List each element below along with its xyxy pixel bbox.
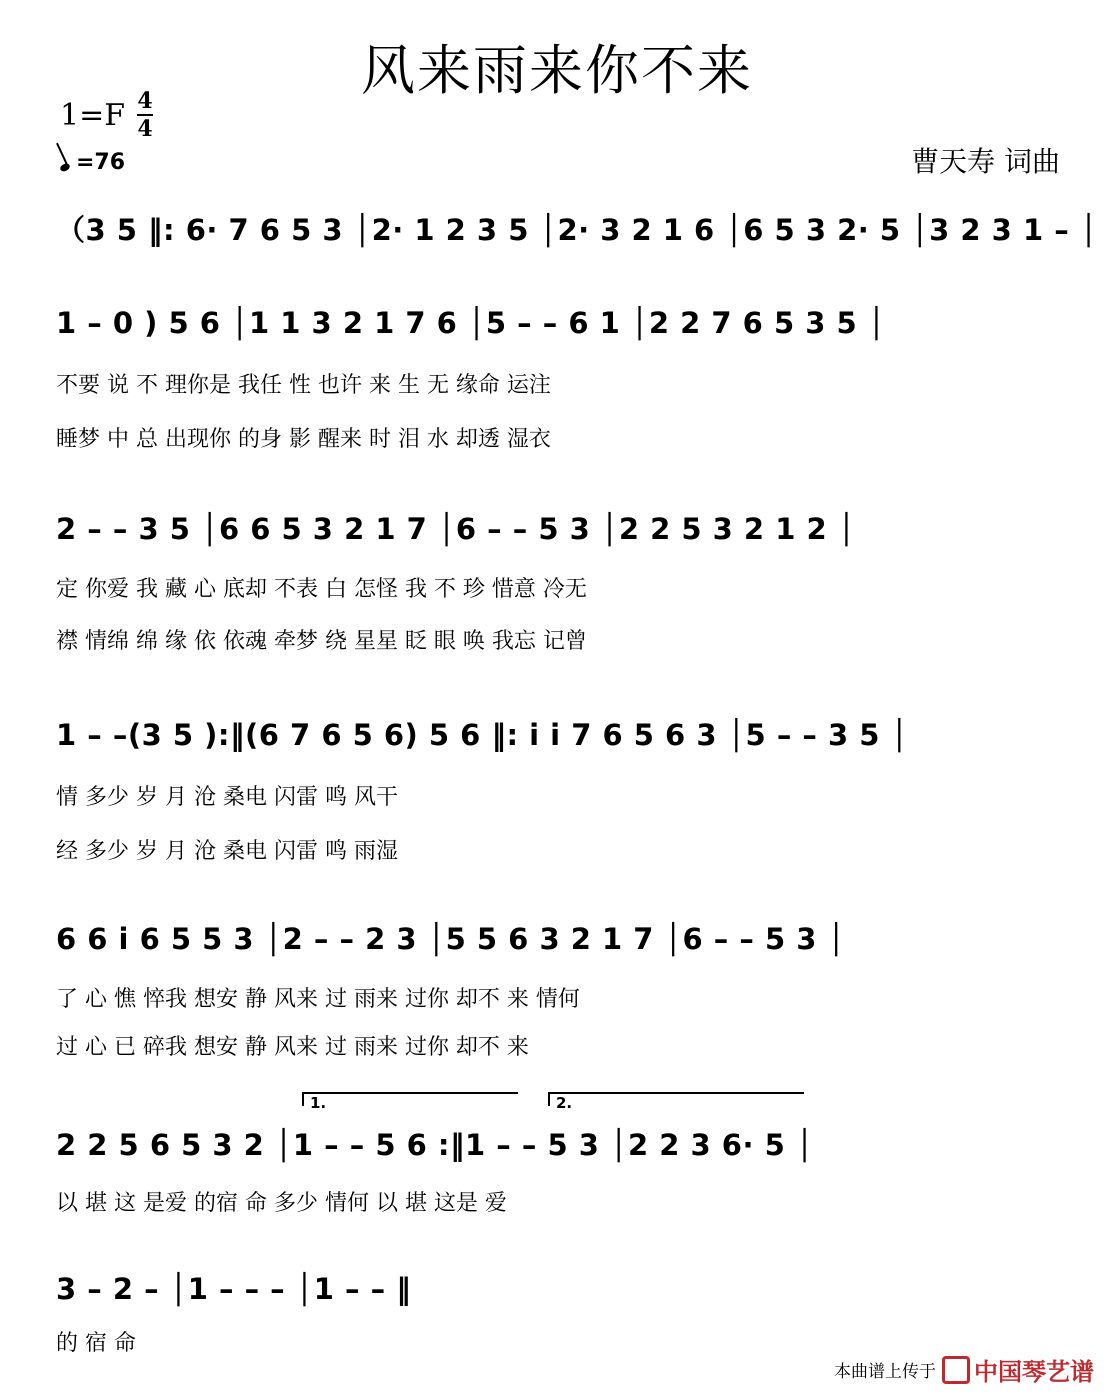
- lyric-line: 经 多少 岁 月 沧 桑电 闪雷 鸣 雨湿: [56, 839, 398, 864]
- logo-icon: [942, 1356, 970, 1384]
- first-ending-label: 1.: [310, 1094, 327, 1112]
- time-signature-bottom: 4: [137, 116, 153, 142]
- lyric-line: 情 多少 岁 月 沧 桑电 闪雷 鸣 风干: [56, 785, 398, 810]
- footer-text: 本曲谱上传于: [834, 1362, 936, 1382]
- time-signature-top: 4: [137, 88, 153, 114]
- notation-row: （3 5 ‖: 6· 7 6 5 3 │2· 1 2 3 5 │2· 3 2 1 6 │6 5 3 2· 5 │3 2 3 1 – │: [56, 213, 1098, 247]
- footer: [834, 1352, 1094, 1387]
- key-signature: 1=F: [60, 98, 126, 133]
- notation-row: 2 2 5 6 5 3 2 │1 – – 5 6 :‖1 – – 5 3 │2 2 3 6· 5 │: [56, 1128, 814, 1162]
- site-logo: [942, 1352, 1094, 1387]
- quarter-note-icon: [59, 162, 71, 173]
- notation-row: 6 6 i 6 5 5 3 │2 – – 2 3 │5 5 6 3 2 1 7 │6 – – 5 3 │: [56, 922, 846, 956]
- credit: 曹天寿 词曲: [911, 145, 1060, 178]
- page-title: 风来雨来你不来: [361, 39, 753, 102]
- site-logo-text: 中国琴艺谱: [974, 1357, 1094, 1386]
- second-ending-bracket: [548, 1092, 804, 1112]
- lyric-line: 过 心 已 碎我 想安 静 风来 过 雨来 过你 却不 来: [56, 1035, 529, 1060]
- notation-row: 2 – – 3 5 │6 6 5 3 2 1 7 │6 – – 5 3 │2 2 5 3 2 1 2 │: [56, 512, 856, 546]
- lyric-line: 不要 说 不 理你是 我任 性 也许 来 生 无 缘命 运注: [56, 373, 551, 398]
- lyric-line: 襟 情绵 绵 缘 依 依魂 牵梦 绕 星星 眨 眼 唤 我忘 记曾: [56, 629, 587, 654]
- lyric-line: 睡梦 中 总 出现你 的身 影 醒来 时 泪 水 却透 湿衣: [56, 427, 551, 452]
- second-ending-label: 2.: [556, 1094, 573, 1112]
- notation-row: 3 – 2 – │1 – – – │1 – – ‖: [56, 1272, 412, 1306]
- notation-row: 1 – –(3 5 ):‖(6 7 6 5 6) 5 6 ‖: i i 7 6 5 6 3 │5 – – 3 5 │: [56, 718, 909, 752]
- lyric-line: 的 宿 命: [56, 1331, 136, 1356]
- tempo-value: =76: [76, 150, 126, 175]
- tempo-marking: [60, 150, 125, 175]
- lyric-line: 了 心 憔 悴我 想安 静 风来 过 雨来 过你 却不 来 情何: [56, 987, 580, 1012]
- notation-row: 1 – 0 ) 5 6 │1 1 3 2 1 7 6 │5 – – 6 1 │2 2 7 6 5 3 5 │: [56, 306, 886, 340]
- lyric-line: 以 堪 这 是爱 的宿 命 多少 情何 以 堪 这是 爱: [56, 1191, 507, 1216]
- first-ending-bracket: [302, 1092, 518, 1112]
- lyric-line: 定 你爱 我 藏 心 底却 不表 白 怎怪 我 不 珍 惜意 冷无: [56, 577, 587, 602]
- time-signature: [136, 88, 154, 142]
